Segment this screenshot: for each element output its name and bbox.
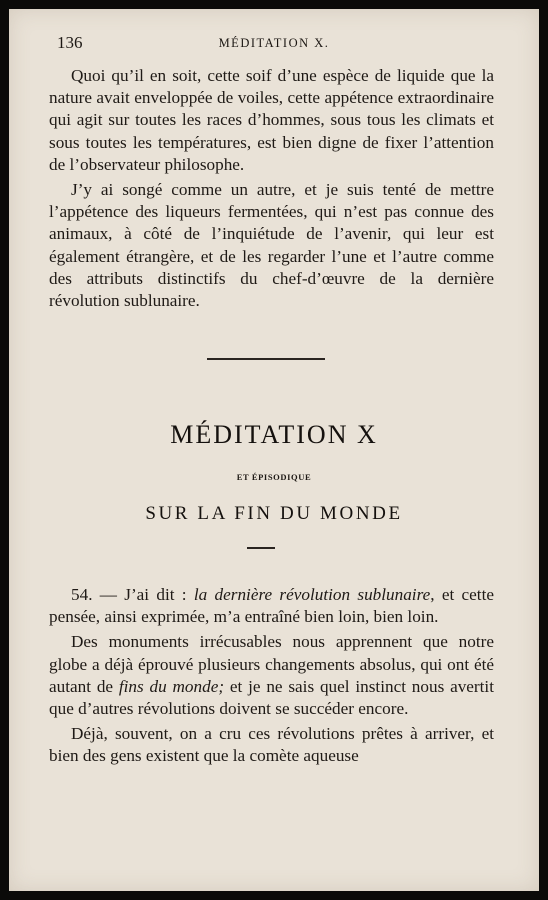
paragraph: J’y ai songé comme un autre, et je suis tenté de mettre l’appétence des liqueurs fermentées, qui n’est pas connue des animaux, à côté de l’inquiétude de l’avenir, qui leur est également étrangère, et de les regarder l’une et l’autre comme des attributs distinctifs du chef-d’œuvre de la dernière révolution sublunaire. [49,180,494,311]
italic-run: fins du monde; [118,676,225,696]
page-header [9,33,539,53]
text-run: , et cette pensée, ainsi exprimée, m’a entraîné bien loin, bien loin. [49,585,494,627]
section-subtitle: SUR LA FIN DU MONDE [145,503,403,524]
paragraph: Déjà, souvent, on a cru ces révolutions prêtes à arriver, et bien des gens existent que la comète aqueuse [49,724,494,766]
running-head: MÉDITATION X. [218,36,330,50]
book-page [9,9,539,891]
paragraph: Quoi qu’il en soit, cette soif d’une espèce de liquide que la nature avait enveloppée de voiles, cette appétence extraordinaire qui agit sur toutes les races d’hommes, sous tous les climats et sous toutes les températures, est bien digne de fixer l’attention de l’observateur philosophe. [49,66,494,174]
text-run: 54. — J’ai dit : [71,585,194,604]
title-divider [247,547,275,549]
section-title: MÉDITATION X [170,420,378,449]
section-divider [207,358,325,360]
paragraph [49,584,494,628]
italic-run: la dernière révolution sublunaire [193,585,431,604]
page-number: 136 [57,33,83,52]
text-run: Des monuments irrécusables nous apprennent que notre globe a déjà éprouvé plusieurs changements absolus, qui ont été autant de [49,632,494,696]
previous-section-text [49,65,494,312]
paragraph [49,631,494,720]
section-body-text [49,584,494,768]
text-run: et je ne sais quel instinct nous avertit que d’autres révolutions doivent se succéder encore. [49,676,494,719]
section-subtitle-small: ET ÉPISODIQUE [236,472,312,482]
